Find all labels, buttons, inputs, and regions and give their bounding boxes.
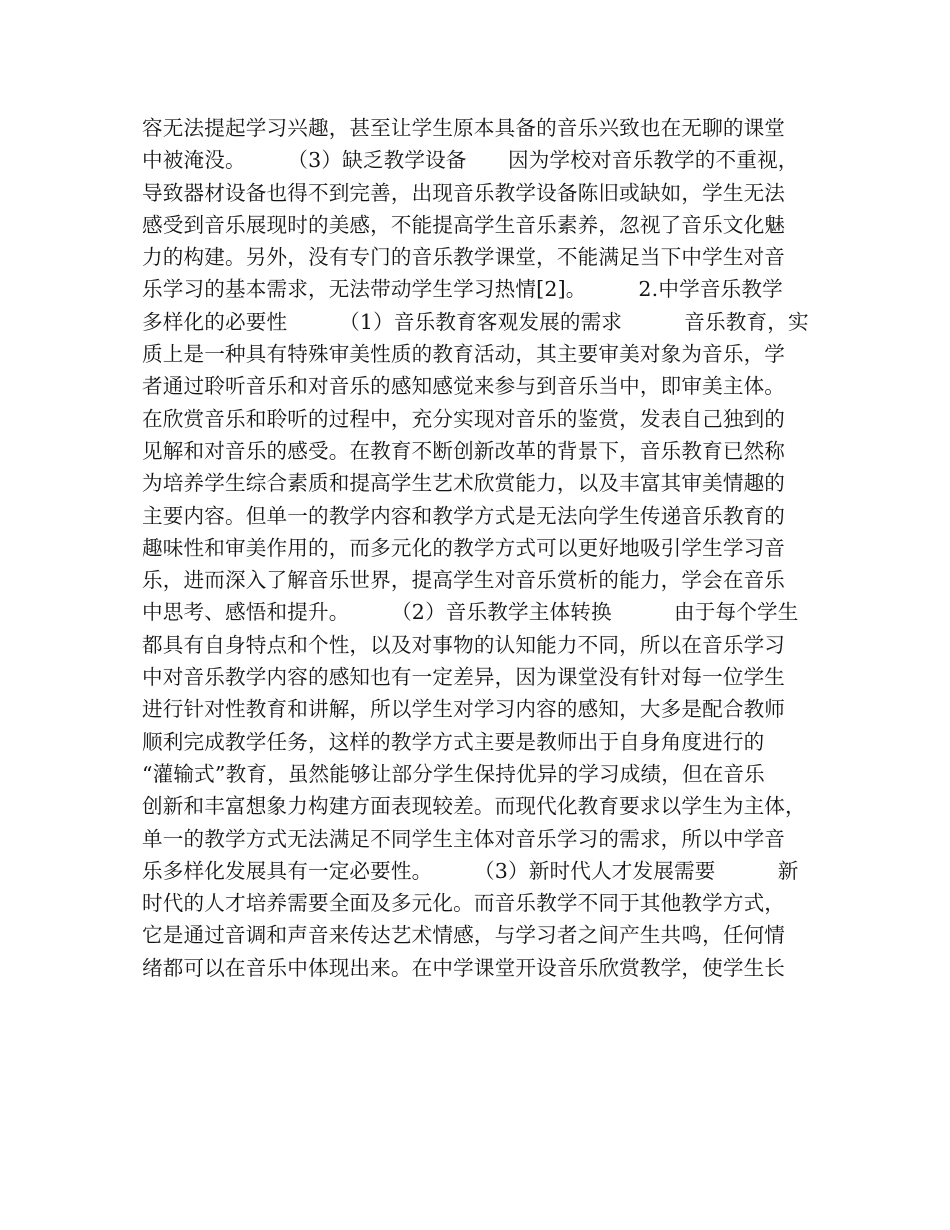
text-line: 多样化的必要性 （1）音乐教育客观发展的需求 音乐教育，实: [142, 309, 809, 334]
text-line: 为培养学生综合素质和提高学生艺术欣赏能力，以及丰富其审美情趣的: [142, 471, 786, 496]
text-line: 主要内容。但单一的教学内容和教学方式是无法向学生传递音乐教育的: [142, 503, 786, 528]
text-line: 在欣赏音乐和聆听的过程中，充分实现对音乐的鉴赏，发表自己独到的: [142, 406, 786, 431]
text-line: “灌输式”教育，虽然能够让部分学生保持优异的学习成绩，但在音乐: [142, 761, 765, 786]
text-line: 力的构建。另外，没有专门的音乐教学课堂，不能满足当下中学生对音: [142, 245, 786, 270]
text-line: 导致器材设备也得不到完善，出现音乐教学设备陈旧或缺如，学生无法: [142, 180, 786, 205]
text-line: 者通过聆听音乐和对音乐的感知感觉来参与到音乐当中，即审美主体。: [142, 374, 786, 399]
text-line: 都具有自身特点和个性，以及对事物的认知能力不同，所以在音乐学习: [142, 632, 786, 657]
text-line: 中对音乐教学内容的感知也有一定差异，因为课堂没有针对每一位学生: [142, 665, 786, 690]
text-line: 容无法提起学习兴趣，甚至让学生原本具备的音乐兴致也在无聊的课堂: [142, 116, 786, 140]
text-line: 乐学习的基本需求，无法带动学生学习热情[2]。 2.中学音乐教学: [142, 277, 783, 302]
text-line: 中被淹没。 （3）缺乏教学设备 因为学校对音乐教学的不重视，: [142, 148, 799, 173]
text-line: 它是通过音调和声音来传达艺术情感，与学习者之间产生共鸣，任何情: [142, 923, 786, 948]
text-line: 中思考、感悟和提升。 （2）音乐教学主体转换 由于每个学生: [142, 600, 799, 625]
text-line: 趣味性和审美作用的，而多元化的教学方式可以更好地吸引学生学习音: [142, 535, 786, 560]
text-line: 绪都可以在音乐中体现出来。在中学课堂开设音乐欣赏教学，使学生长: [142, 955, 786, 980]
text-line: 时代的人才培养需要全面及多元化。而音乐教学不同于其他教学方式，: [142, 891, 786, 916]
text-line: 乐多样化发展具有一定必要性。 （3）新时代人才发展需要 新: [142, 858, 799, 883]
text-line: 单一的教学方式无法满足不同学生主体对音乐学习的需求，所以中学音: [142, 826, 786, 851]
text-line: 乐，进而深入了解音乐世界，提高学生对音乐赏析的能力，学会在音乐: [142, 568, 786, 593]
text-line: 进行针对性教育和讲解，所以学生对学习内容的感知，大多是配合教师: [142, 697, 786, 722]
text-line: 创新和丰富想象力构建方面表现较差。而现代化教育要求以学生为主体，: [142, 794, 806, 819]
text-line: 顺利完成教学任务，这样的教学方式主要是教师出于自身角度进行的: [142, 729, 765, 754]
text-line: 见解和对音乐的感受。在教育不断创新改革的背景下，音乐教育已然称: [142, 438, 786, 463]
text-line: 感受到音乐展现时的美感，不能提高学生音乐素养，忽视了音乐文化魅: [142, 212, 786, 237]
body-text: [142, 112, 822, 984]
text-line: 质上是一种具有特殊审美性质的教育活动，其主要审美对象为音乐，学: [142, 342, 786, 367]
